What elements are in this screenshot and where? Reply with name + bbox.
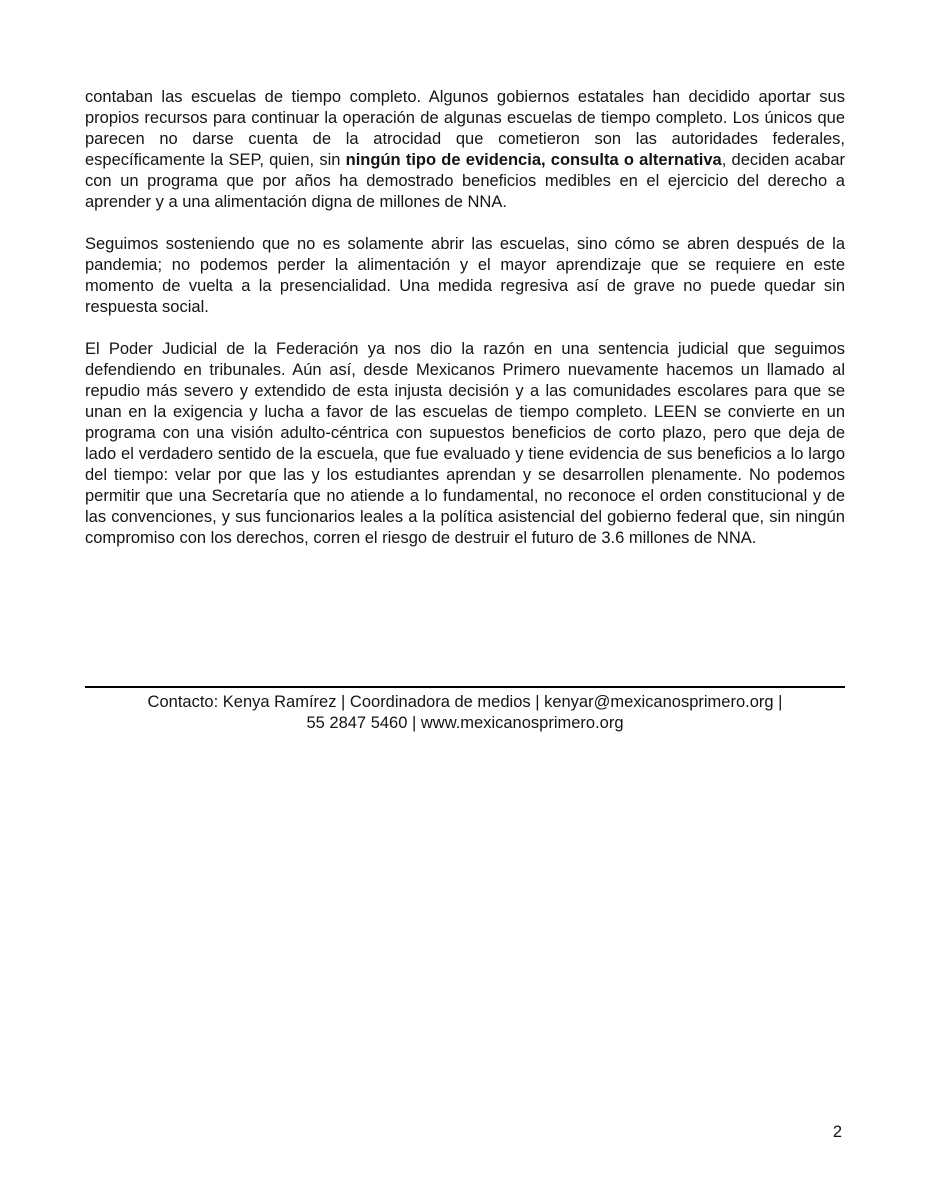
paragraph-3: El Poder Judicial de la Federación ya nos dio la razón en una sentencia judicial que seguimos defendiendo en tribunales. Aún así, desde Mexicanos Primero nuevamente hacemos un llamado al repudio más severo y extendido de esta injusta decisión y a las comunidades escolares para que se unan en la exigencia y lucha a favor de las escuelas de tiempo completo. LEEN se convierte en un programa con una visión adulto-céntrica con supuestos beneficios de corto plazo, pero que deja de lado el verdadero sentido de la escuela, que fue evaluado y tiene evidencia de sus beneficios a lo largo del tiempo: velar por que las y los estudiantes aprendan y se desarrollen plenamente. No podemos permitir que una Secretaría que no atiende a lo fundamental, no reconoce el orden constitucional y de las convenciones, y sus funcionarios leales a la política asistencial del gobierno federal que, sin ningún compromiso con los derechos, corren el riesgo de destruir el futuro de 3.6 millones de NNA. [85,340,845,547]
contact-line-1: Contacto: Kenya Ramírez | Coordinadora de medios | kenyar@mexicanosprimero.org | [147,693,783,711]
contact-footer [85,686,845,734]
contact-line-2: 55 2847 5460 | www.mexicanosprimero.org [306,714,624,732]
paragraph-1-text-tail: , deciden acabar con un programa que por años ha demostrado beneficios medibles en el ejercicio del derecho a aprender y a una alimentación digna de millones de NNA. [85,151,845,211]
page-number: 2 [832,1123,842,1141]
paragraph-1-bold-phrase: ningún tipo de evidencia, consulta o alternativa [345,151,722,169]
paragraph-2: Seguimos sosteniendo que no es solamente abrir las escuelas, sino cómo se abren después de la pandemia; no podemos perder la alimentación y el mayor aprendizaje que se requiere en este momento de vuelta a la presencialidad. Una medida regresiva así de grave no puede quedar sin respuesta social. [85,235,845,316]
paragraph-1-text-lead: contaban las escuelas de tiempo completo. Algunos gobiernos estatales han decidido aportar sus propios recursos para continuar la operación de algunas escuelas de tiempo completo. Los únicos que parecen no darse cuenta de la atrocidad que cometieron son las autoridades federales, específicamente la SEP, quien, sin [85,88,845,169]
document-body [85,87,845,549]
footer-divider-line [85,686,845,688]
paragraph-1 [85,87,845,213]
